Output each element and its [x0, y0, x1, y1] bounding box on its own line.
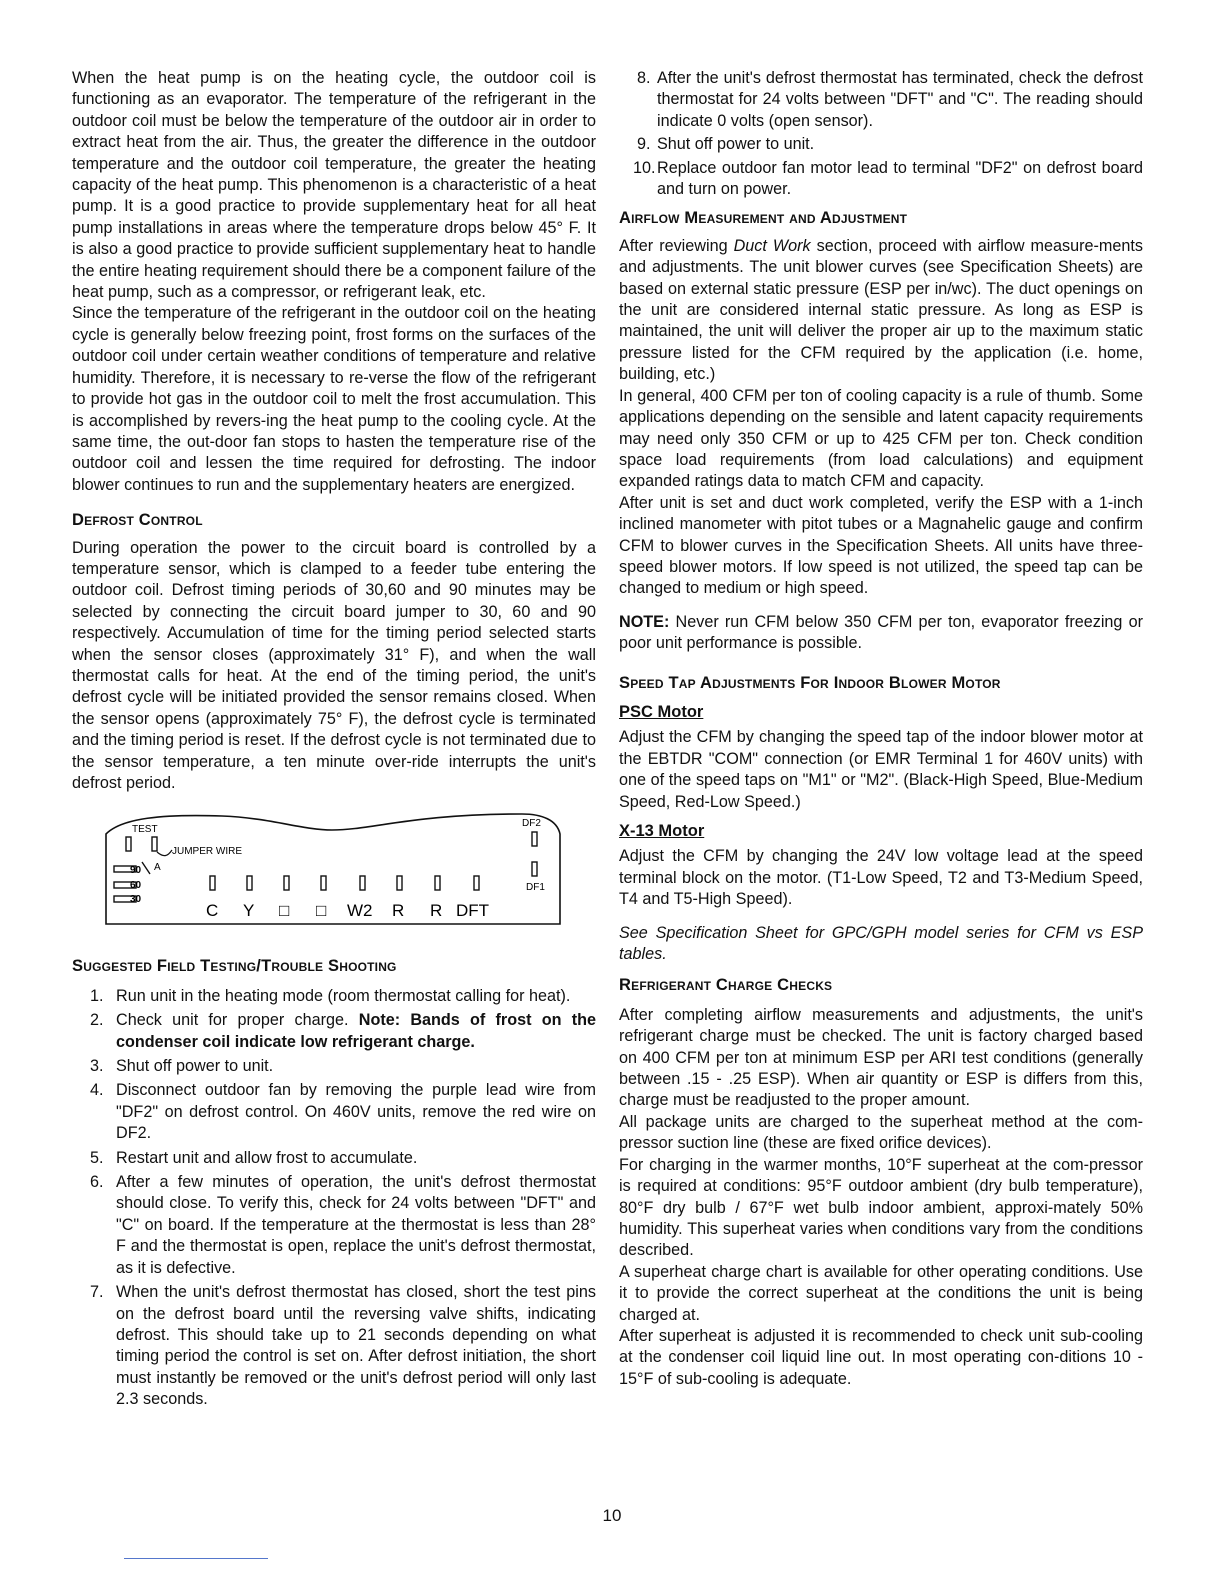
defrost-board-diagram	[102, 806, 564, 930]
terminal-pins	[210, 876, 479, 890]
page-number: 10	[602, 1506, 622, 1525]
df2-label: DF2	[522, 818, 541, 830]
jumper-wire-label: JUMPER WIRE	[172, 846, 242, 858]
list-item: 4. Disconnect outdoor fan by removing the purple lead wire from "DF2" on defrost control. On 460V units, remove the red wire on DF2.	[90, 1081, 596, 1143]
refrigerant-paragraph-3: For charging in the warmer months, 10°F superheat at the com-pressor is required at conditions: 95°F outdoor ambient (dry bulb temperature), 80°F dry bulb / 67°F wet bulb indoor ambient, approxi-mately 50% humidity. This superheat varies when conditions vary from the conditions described.	[619, 1155, 1143, 1260]
terminal-dft: DFT	[456, 901, 490, 921]
list-item: 5. Restart unit and allow frost to accumulate.	[90, 1148, 418, 1167]
airflow-heading: Airflow Measurement and Adjustment	[619, 209, 908, 228]
suggested-testing-heading: Suggested Field Testing/Trouble Shooting	[72, 957, 397, 976]
terminal-blank-2: □	[316, 901, 327, 921]
speed-tap-heading: Speed Tap Adjustments For Indoor Blower Motor	[619, 673, 1001, 692]
list-item: 9. Shut off power to unit.	[637, 135, 815, 154]
label-a: A	[154, 862, 161, 874]
note-paragraph: NOTE: Never run CFM below 350 CFM per ton, evaporator freezing or poor unit performance is possible.	[619, 612, 1143, 653]
heat-pump-paragraph: When the heat pump is on the heating cycle, the outdoor coil is functioning as an evaporator. The temperature of the refrigerant in the outdoor coil must be below the temperature of the outdoor air in order to extract heat from the air. Thus, the greater the difference in the outdoor temperature and the outdoor coil temperature, the greater the heating capacity of the heat pump. This phenomenon is a characteristic of a heat pump. It is a good practice to provide supplementary heat for all heat pump installations in areas where the temperature drops below 45° F. It is also a good practice to provide sufficient supplementary heat to handle the entire heating requirement should there be a component failure of the heat pump, such as a compressor, or refrigerant leak, etc.	[72, 69, 596, 302]
list-item: 7. When the unit's defrost thermostat has closed, short the test pins on the defrost board until the reversing valve shifts, indicating defrost. This should take up to 21 seconds depending on what timing period the control is set on. After defrost initiation, the short must instantly be removed or the unit's defrost period will only last 2.3 seconds.	[90, 1283, 596, 1409]
df1-pin	[532, 862, 537, 876]
defrost-control-heading: Defrost Control	[72, 511, 203, 530]
x13-motor-heading: X-13 Motor	[619, 822, 705, 840]
testing-steps-list	[72, 986, 596, 1411]
board-outline	[106, 814, 560, 924]
defrost-board-svg	[102, 806, 564, 930]
terminal-r2: R	[430, 901, 443, 921]
terminal-r1: R	[392, 901, 405, 921]
df2-pin	[532, 832, 537, 846]
terminal-labels	[206, 901, 489, 920]
refrigerant-paragraph-2: All package units are charged to the superheat method at the com-pressor suction line (these are fixed orifice devices).	[619, 1112, 1143, 1153]
label-30: 30	[130, 894, 142, 906]
list-item: 8. After the unit's defrost thermostat has terminated, check the defrost thermostat for 24 volts between "DFT" and "C". The reading should indicate 0 volts (open sensor).	[637, 69, 1143, 130]
psc-motor-paragraph: Adjust the CFM by changing the speed tap of the indoor blower motor at the EBTDR "COM" connection (or EMR Terminal 1 for 460V units) with one of the speed taps on "M1" or "M2". (Black-High Speed, Blue-Medium Speed, Red-Low Speed.)	[619, 728, 1143, 811]
list-item: 1. Run unit in the heating mode (room thermostat calling for heat).	[90, 986, 571, 1005]
list-item: 6. After a few minutes of operation, the unit's defrost thermostat should close. To verify this, check for 24 volts between "DFT" and "C" on board. If the temperature at the thermostat is less than 28° F and the thermostat is open, replace the unit's defrost thermostat, as it is defective.	[90, 1173, 596, 1277]
refrigerant-paragraph-4: A superheat charge chart is available for other operating conditions. Use it to provide the correct superheat at the conditions the unit is being charged at.	[619, 1262, 1143, 1324]
test-pin-1	[126, 837, 131, 851]
terminal-c: C	[206, 901, 219, 921]
refrigerant-heading: Refrigerant Charge Checks	[619, 976, 833, 995]
continued-steps-list	[619, 68, 1143, 200]
refrigerant-paragraph-5: After superheat is adjusted it is recommended to check unit sub-cooling at the condenser coil liquid line out. In most operating con-ditions 10 - 15°F of sub-cooling is adequate.	[619, 1326, 1143, 1388]
refrigerant-paragraph-1: After completing airflow measurements and adjustments, the unit's refrigerant charge must be checked. The unit is factory charged based on 400 CFM per ton at minimum ESP per ARI test conditions (generally between .15 - .25 ESP). When air quantity or ESP is differs from this, charge must be readjusted to the proper amount.	[619, 1005, 1143, 1110]
footer-link-line[interactable]	[124, 1558, 268, 1559]
left-column	[72, 68, 596, 1414]
terminal-y: Y	[243, 901, 255, 921]
terminal-w2: W2	[347, 901, 373, 921]
airflow-paragraph-1: After reviewing Duct Work section, proceed with airflow measure-ments and adjustments. The unit blower curves (see Specification Sheets) are based on external static pressure (ESP per in/wc). The duct openings on the unit are considered internal static pressure. As long as ESP is maintained, the unit will deliver the proper air up to the maximum static pressure listed for the CFM required by the application (i.e. home, building, etc.)	[619, 236, 1143, 384]
jumper-wire	[157, 850, 172, 856]
label-60: 60	[130, 880, 142, 892]
airflow-paragraph-3: After unit is set and duct work completed, verify the ESP with a 1-inch inclined manometer with pitot tubes or a Magnahelic gauge and confirm CFM to blower curves in the Specification Sheets. All units have three-speed blower motors. If low speed is not utilized, the speed tap can be changed to medium or high speed.	[619, 493, 1143, 598]
right-column	[619, 68, 1143, 1390]
jumper-arrow	[142, 862, 150, 874]
spec-sheet-note: See Specification Sheet for GPC/GPH model series for CFM vs ESP tables.	[619, 923, 1143, 964]
x13-motor-paragraph: Adjust the CFM by changing the 24V low voltage lead at the speed terminal block on the motor. (T1-Low Speed, T2 and T3-Medium Speed, T4 and T5-High Speed).	[619, 847, 1143, 909]
psc-motor-heading: PSC Motor	[619, 702, 704, 721]
test-label: TEST	[132, 824, 158, 836]
terminal-blank-1: □	[279, 901, 290, 921]
airflow-paragraph-2: In general, 400 CFM per ton of cooling capacity is a rule of thumb. Some applications depending on the sensible and latent capacity requirements may need only 350 CFM or up to 425 CFM per ton. Check condition space load requirements (from load calculations) and equipment expanded ratings data to match CFM and capacity.	[619, 386, 1143, 491]
list-item: 3. Shut off power to unit.	[90, 1057, 274, 1076]
test-pin-2	[152, 837, 157, 851]
label-90: 90	[130, 865, 142, 877]
list-item: 10. Replace outdoor fan motor lead to terminal "DF2" on defrost board and turn on power.	[633, 158, 1143, 199]
defrost-control-paragraph: During operation the power to the circuit board is controlled by a temperature sensor, which is clamped to a feeder tube entering the outdoor coil. Defrost timing periods of 30,60 and 90 minutes may be selected by connecting the circuit board jumper to 30, 60 and 90 respectively. Accumulation of time for the timing period selected starts when the sensor closes (approximately 31° F), and when the wall thermostat calls for heat. At the end of the timing period, the unit's defrost cycle will be initiated provided the sensor remains closed. When the sensor opens (approximately 75° F), the defrost cycle is terminated and the timing period is reset. If the defrost cycle is not terminated due to the sensor temperature, a ten minute over-ride interrupts the unit's defrost period.	[72, 538, 596, 792]
list-item: 2. Check unit for proper charge. Note: Bands of frost on the condenser coil indicate low refrigerant charge.	[90, 1011, 596, 1051]
df1-label: DF1	[526, 882, 545, 894]
frost-paragraph: Since the temperature of the refrigerant in the outdoor coil on the heating cycle is generally below freezing point, frost forms on the surfaces of the outdoor coil under certain weather conditions of temperature and relative humidity. Therefore, it is necessary to re-verse the flow of the refrigerant to provide hot gas in the outdoor coil to melt the frost accumulation. This is accomplished by revers-ing the heat pump to the cooling cycle. At the same time, the out-door fan stops to hasten the temperature rise of the outdoor coil and lessen the time required for defrosting. The indoor blower continues to run and the supplementary heaters are energized.	[72, 304, 596, 494]
